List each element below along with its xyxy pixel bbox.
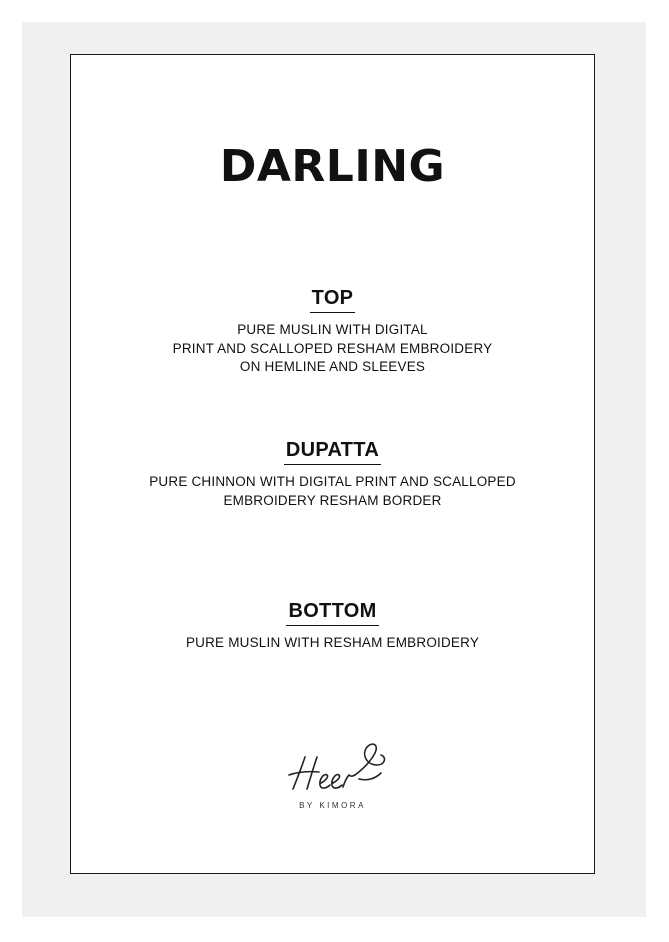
description-line: PURE MUSLIN WITH RESHAM EMBROIDERY (185, 635, 480, 650)
description-line: PURE MUSLIN WITH DIGITAL (237, 322, 428, 337)
section-description-dupatta (71, 473, 594, 510)
section-bottom (71, 600, 594, 653)
description-line: EMBROIDERY RESHAM BORDER (223, 492, 442, 508)
document-card (70, 54, 595, 874)
brand-subtitle: BY KIMORA (299, 801, 366, 810)
section-heading-top: TOP (310, 287, 356, 313)
section-dupatta (71, 439, 594, 510)
description-line: PRINT AND SCALLOPED RESHAM EMBROIDERY (172, 340, 493, 356)
heer-logo-icon (263, 735, 403, 799)
brand-logo (71, 735, 594, 810)
section-heading-bottom: BOTTOM (286, 600, 378, 626)
section-heading-dupatta: DUPATTA (284, 439, 381, 465)
section-description-bottom (71, 634, 594, 653)
description-line: ON HEMLINE AND SLEEVES (239, 359, 426, 374)
collection-title: DARLING (219, 141, 446, 192)
section-description-top (71, 321, 594, 377)
description-line: PURE CHINNON WITH DIGITAL PRINT AND SCALLOPED (149, 474, 516, 489)
section-top (71, 287, 594, 377)
